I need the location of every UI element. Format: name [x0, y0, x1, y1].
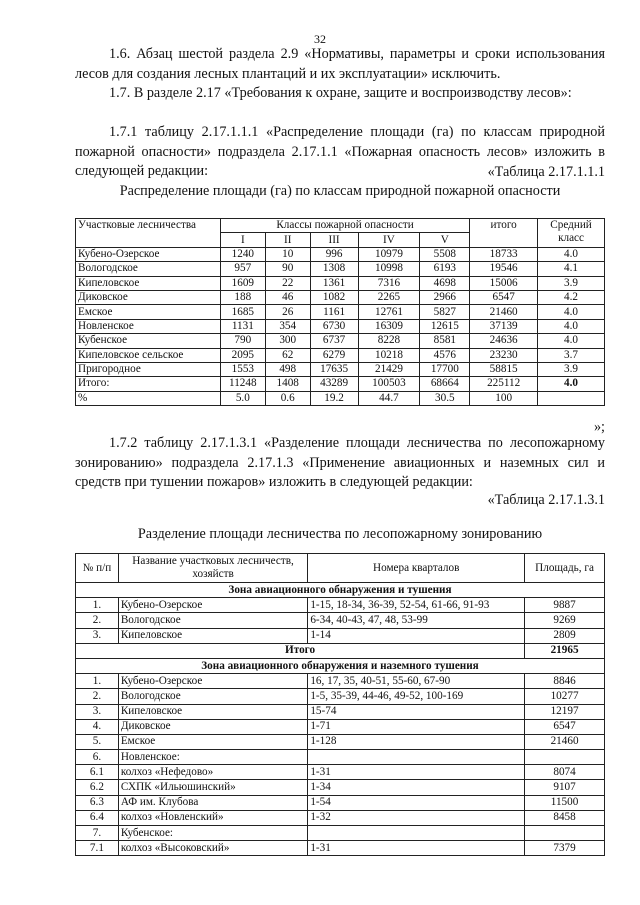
forestry-name: СХПК «Ильюшинский»: [118, 780, 308, 795]
table-cell: 1361: [310, 276, 358, 290]
table-cell: 4698: [420, 276, 470, 290]
table-cell: 12615: [420, 319, 470, 333]
table-cell: 44.7: [358, 391, 420, 405]
zone-aviation-heading: Зона авиационного обнаружения и тушения: [76, 583, 605, 598]
forestry-name: Кубено-Озерское: [118, 598, 308, 613]
table-cell: 1308: [310, 262, 358, 276]
table-cell: 6730: [310, 319, 358, 333]
area-value: [525, 826, 605, 841]
table-cell: 6547: [470, 290, 538, 304]
class-header: III: [310, 233, 358, 247]
area-value: 6547: [525, 719, 605, 734]
table-row: [76, 319, 605, 333]
header-forestry: Участковые лесничества: [76, 219, 221, 248]
quarter-numbers: [308, 826, 525, 841]
table-row: [76, 810, 605, 825]
table-cell: 8581: [420, 334, 470, 348]
forestry-name: Диковское: [118, 719, 308, 734]
header-classes: Классы пожарной опасности: [220, 219, 469, 233]
area-value: 8074: [525, 765, 605, 780]
area-value: 2809: [525, 628, 605, 643]
class-header: IV: [358, 233, 420, 247]
row-number: 3.: [76, 628, 119, 643]
page-number: 32: [314, 32, 326, 46]
table-cell: 68664: [420, 377, 470, 391]
table-cell: 3.9: [538, 362, 605, 376]
forestry-name: Пригородное: [76, 362, 221, 376]
table-row: [76, 628, 605, 643]
paragraph-1-7: 1.7. В разделе 2.17 «Требования к охране, защите и воспроизводству лесов»:: [109, 85, 572, 101]
table-cell: 996: [310, 247, 358, 261]
table-cell: 1082: [310, 290, 358, 304]
row-number: 1.: [76, 598, 119, 613]
table-cell: 19.2: [310, 391, 358, 405]
quarter-numbers: 6-34, 40-43, 47, 48, 53-99: [308, 613, 525, 628]
table-cell: 23230: [470, 348, 538, 362]
table-cell: 62: [265, 348, 310, 362]
table2-ref: «Таблица 2.17.1.3.1: [487, 492, 605, 508]
forestry-name: Кубенское:: [118, 826, 308, 841]
forestry-name: Емское: [76, 305, 221, 319]
area-value: 12197: [525, 704, 605, 719]
forestry-name: колхоз «Высоковский»: [118, 841, 308, 856]
class-header: V: [420, 233, 470, 247]
table-row: [76, 262, 605, 276]
quarter-numbers: 1-34: [308, 780, 525, 795]
zone-ground-heading: Зона авиационного обнаружения и наземного тушения: [76, 658, 605, 673]
forestry-name: колхоз «Нефедово»: [118, 765, 308, 780]
table-cell: 17635: [310, 362, 358, 376]
table-row: [76, 334, 605, 348]
table-row: [76, 765, 605, 780]
table-cell: 4.0: [538, 319, 605, 333]
table-cell: 10: [265, 247, 310, 261]
table1-closing: »;: [593, 419, 605, 435]
table-row: [76, 290, 605, 304]
table-cell: 22: [265, 276, 310, 290]
table-cell: 188: [220, 290, 265, 304]
forestry-name: Вологодское: [118, 689, 308, 704]
table-cell: 21460: [470, 305, 538, 319]
row-number: 3.: [76, 704, 119, 719]
table-row: [76, 719, 605, 734]
table-cell: 1609: [220, 276, 265, 290]
quarter-numbers: 15-74: [308, 704, 525, 719]
table-cell: 1408: [265, 377, 310, 391]
table-row: [76, 391, 605, 405]
table-cell: 1240: [220, 247, 265, 261]
table-cell: 26: [265, 305, 310, 319]
table-cell: 8228: [358, 334, 420, 348]
table-cell: 11248: [220, 377, 265, 391]
table-cell: 5.0: [220, 391, 265, 405]
forestry-name: Кипеловское: [76, 276, 221, 290]
table-cell: 1553: [220, 362, 265, 376]
table1-ref: «Таблица 2.17.1.1.1: [487, 164, 605, 180]
quarter-numbers: 1-5, 35-39, 44-46, 49-52, 100-169: [308, 689, 525, 704]
table-row: [76, 704, 605, 719]
table-cell: 12761: [358, 305, 420, 319]
row-number: 7.: [76, 826, 119, 841]
table-row: [76, 841, 605, 856]
fire-zoning-table: [75, 553, 605, 856]
table-row: [76, 780, 605, 795]
paragraph-1-7-1: 1.7.1 таблицу 2.17.1.1.1 «Распределение площади (га) по классам природной пожарной опасности» подраздела 2.17.1.1 «Пожарная опасность лесов» изложить в следующей редакции:: [75, 124, 605, 180]
table-cell: 15006: [470, 276, 538, 290]
forestry-name: Вологодское: [118, 613, 308, 628]
table-cell: 16309: [358, 319, 420, 333]
table-cell: 1131: [220, 319, 265, 333]
forestry-name: Кипеловское: [118, 628, 308, 643]
table-row: [76, 598, 605, 613]
forestry-name: Кипеловское: [118, 704, 308, 719]
forestry-name: Диковское: [76, 290, 221, 304]
forestry-name: Емское: [118, 734, 308, 749]
area-value: 21460: [525, 734, 605, 749]
forestry-name: Новленское:: [118, 750, 308, 765]
quarter-numbers: 16, 17, 35, 40-51, 55-60, 67-90: [308, 674, 525, 689]
header-quarters: Номера кварталов: [308, 554, 525, 583]
table-cell: 10218: [358, 348, 420, 362]
quarter-numbers: 1-31: [308, 841, 525, 856]
row-number: 7.1: [76, 841, 119, 856]
table-row: [76, 674, 605, 689]
table-cell: 4.0: [538, 305, 605, 319]
header-area: Площадь, га: [525, 554, 605, 583]
paragraph-1-6: 1.6. Абзац шестой раздела 2.9 «Нормативы, параметры и сроки использования лесов для создания лесных плантаций и их эксплуатации» исключить.: [75, 46, 605, 82]
class-header: II: [265, 233, 310, 247]
table-cell: 10979: [358, 247, 420, 261]
area-value: 8458: [525, 810, 605, 825]
table-cell: 30.5: [420, 391, 470, 405]
table-cell: 0.6: [265, 391, 310, 405]
header-number: № п/п: [76, 554, 119, 583]
area-value: 11500: [525, 795, 605, 810]
table-cell: 100503: [358, 377, 420, 391]
table-cell: 10998: [358, 262, 420, 276]
quarter-numbers: 1-128: [308, 734, 525, 749]
table-cell: 4.0: [538, 247, 605, 261]
area-value: 9107: [525, 780, 605, 795]
table-row: [76, 276, 605, 290]
row-number: 6.1: [76, 765, 119, 780]
quarter-numbers: 1-31: [308, 765, 525, 780]
forestry-name: АФ им. Клубова: [118, 795, 308, 810]
table-cell: 300: [265, 334, 310, 348]
table-cell: 46: [265, 290, 310, 304]
table-cell: 4.0: [538, 377, 605, 391]
table-cell: 6193: [420, 262, 470, 276]
table-cell: 19546: [470, 262, 538, 276]
table-cell: 58815: [470, 362, 538, 376]
table-cell: 354: [265, 319, 310, 333]
table-cell: 17700: [420, 362, 470, 376]
table-cell: 4576: [420, 348, 470, 362]
area-value: 9269: [525, 613, 605, 628]
table-cell: 3.7: [538, 348, 605, 362]
area-value: 7379: [525, 841, 605, 856]
table-row: [76, 613, 605, 628]
table-cell: 498: [265, 362, 310, 376]
table-cell: 37139: [470, 319, 538, 333]
table-cell: 7316: [358, 276, 420, 290]
quarter-numbers: 1-71: [308, 719, 525, 734]
row-number: 2.: [76, 689, 119, 704]
table-cell: 6279: [310, 348, 358, 362]
table-row: [76, 734, 605, 749]
forestry-name: Итого:: [76, 377, 221, 391]
table-cell: 4.0: [538, 334, 605, 348]
table-cell: 2265: [358, 290, 420, 304]
table-cell: 5827: [420, 305, 470, 319]
forestry-name: Кипеловское сельское: [76, 348, 221, 362]
forestry-name: Кубено-Озерское: [118, 674, 308, 689]
table-row: [76, 826, 605, 841]
table-cell: 24636: [470, 334, 538, 348]
row-number: 2.: [76, 613, 119, 628]
subtotal-value: 21965: [525, 643, 605, 658]
row-number: 6.: [76, 750, 119, 765]
header-total: итого: [470, 219, 538, 248]
row-number: 5.: [76, 734, 119, 749]
table-cell: 5508: [420, 247, 470, 261]
quarter-numbers: 1-14: [308, 628, 525, 643]
table-cell: 1685: [220, 305, 265, 319]
table-cell: 790: [220, 334, 265, 348]
row-number: 6.2: [76, 780, 119, 795]
forestry-name: Новленское: [76, 319, 221, 333]
table-row: [76, 750, 605, 765]
table-cell: 2095: [220, 348, 265, 362]
table-row: [76, 795, 605, 810]
area-value: 9887: [525, 598, 605, 613]
row-number: 1.: [76, 674, 119, 689]
quarter-numbers: 1-54: [308, 795, 525, 810]
quarter-numbers: 1-32: [308, 810, 525, 825]
table-row: [76, 305, 605, 319]
row-number: 4.: [76, 719, 119, 734]
table-cell: 43289: [310, 377, 358, 391]
forestry-name: Кубенское: [76, 334, 221, 348]
table-cell: 1161: [310, 305, 358, 319]
forestry-name: %: [76, 391, 221, 405]
table-cell: 4.1: [538, 262, 605, 276]
header-name: Название участковых лесничеств, хозяйств: [118, 554, 308, 583]
table-cell: 21429: [358, 362, 420, 376]
table-row: [76, 377, 605, 391]
row-number: 6.3: [76, 795, 119, 810]
class-header: I: [220, 233, 265, 247]
forestry-name: Кубено-Озерское: [76, 247, 221, 261]
table-cell: 100: [470, 391, 538, 405]
table-cell: 90: [265, 262, 310, 276]
table-cell: [538, 391, 605, 405]
row-number: 6.4: [76, 810, 119, 825]
fire-class-table: [75, 218, 605, 406]
area-value: [525, 750, 605, 765]
table-cell: 225112: [470, 377, 538, 391]
table-row: [76, 348, 605, 362]
table-cell: 3.9: [538, 276, 605, 290]
table-cell: 18733: [470, 247, 538, 261]
table-row: [76, 247, 605, 261]
table-cell: 957: [220, 262, 265, 276]
paragraph-1-7-2: 1.7.2 таблицу 2.17.1.3.1 «Разделение площади лесничества по лесопожарному зонированию» подраздела 2.17.1.3 «Применение авиационных и наземных сил и средств при тушении пожаров» изложить в следующей редакции:: [75, 435, 605, 491]
table1-title: Распределение площади (га) по классам природной пожарной опасности: [119, 183, 561, 199]
forestry-name: Вологодское: [76, 262, 221, 276]
forestry-name: колхоз «Новленский»: [118, 810, 308, 825]
area-value: 10277: [525, 689, 605, 704]
subtotal-label: Итого: [76, 643, 525, 658]
table-row: [76, 362, 605, 376]
table-cell: 6737: [310, 334, 358, 348]
table-cell: 2966: [420, 290, 470, 304]
table-cell: 4.2: [538, 290, 605, 304]
area-value: 8846: [525, 674, 605, 689]
header-average-class: Средний класс: [538, 219, 605, 248]
table-row: [76, 689, 605, 704]
quarter-numbers: [308, 750, 525, 765]
table2-title: Разделение площади лесничества по лесопожарному зонированию: [137, 526, 543, 542]
quarter-numbers: 1-15, 18-34, 36-39, 52-54, 61-66, 91-93: [308, 598, 525, 613]
